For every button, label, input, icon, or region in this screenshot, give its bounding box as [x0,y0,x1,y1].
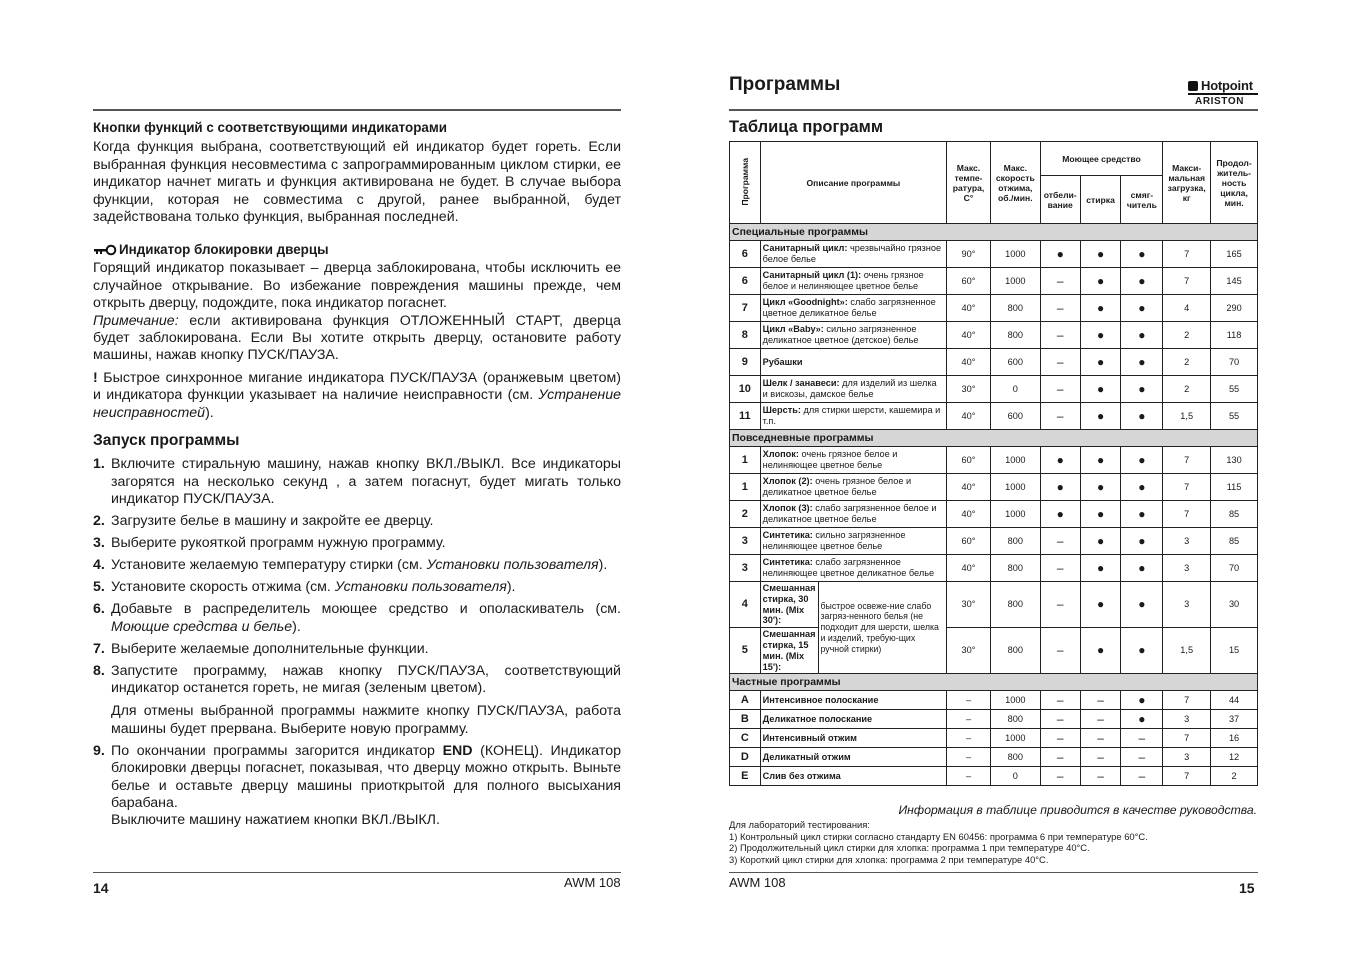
col-description: Описание программы [760,142,946,224]
table-row [730,748,1258,767]
row-temp: 60° [947,447,991,474]
row-softener: – [1121,748,1163,767]
row-temp: – [947,729,991,748]
row-wash: ● [1080,582,1121,628]
row-bleach: – [1040,528,1080,555]
row-speed: 800 [990,528,1040,555]
row-duration: 145 [1211,268,1258,295]
col-program: Программа [730,142,761,224]
section-special: Специальные программы [730,224,1258,241]
program-table [729,141,1258,786]
model-left: AWM 108 [564,875,621,890]
note-label: Примечание: [93,312,179,329]
row-bleach: – [1040,295,1080,322]
row-load: 7 [1163,474,1211,501]
row-wash: ● [1080,403,1121,430]
table-row [730,241,1258,268]
row-load: 7 [1163,268,1211,295]
model-right: AWM 108 [729,875,786,890]
row-program-number: 11 [730,403,761,430]
page-number-right: 15 [1239,880,1255,896]
row-wash: ● [1080,528,1121,555]
row-softener: ● [1121,376,1163,403]
door-lock-block: Индикатор блокировки дверцы Горящий индикатор показывает – дверца заблокирована, чтобы исключить ее случайное открывание. Во избежание повреждения машины прежде, чем открыть дверцу, подождите, пока индикатор погаснет. Примечание: если активирована функция ОТЛОЖЕННЫЙ СТАРТ, дверца будет заблокирована. Если Вы хотите открыть дверцу, остановите работу машины, нажав кнопку ПУСК/ПАУЗА. ! Быстрое синхронное мигание индикатора ПУСК/ПАУЗА (оранжевым цветом) и индикатора функции указывает на наличие неисправности (см. Устранение неисправностей). [93,242,621,421]
row-temp: 30° [947,628,991,674]
row-description: Санитарный цикл (1): очень грязное белое и нелиняющее цветное белье [760,268,946,295]
row-bleach: ● [1040,474,1080,501]
row-description: Интенсивный отжим [760,729,946,748]
row-temp: – [947,748,991,767]
row-description: Смешанная стирка, 15 мин. (Mix 15'): [760,628,818,674]
row-wash: – [1080,767,1121,786]
row-softener: ● [1121,628,1163,674]
key-icon [93,243,119,260]
row-duration: 2 [1211,767,1258,786]
row-speed: 1000 [990,447,1040,474]
row-temp: – [947,767,991,786]
row-load: 2 [1163,376,1211,403]
step-item: 4. Установите желаемую температуру стирки (см. Установки пользователя). [93,557,608,574]
row-program-number: 3 [730,528,761,555]
row-program-number: 5 [730,628,761,674]
hotpoint-logo: Hotpoint [1188,78,1253,93]
page-number-left: 14 [93,880,109,896]
row-load: 3 [1163,582,1211,628]
row-duration: 12 [1211,748,1258,767]
door-lock-heading: Индикатор блокировки дверцы [119,242,329,257]
row-duration: 70 [1211,349,1258,376]
row-program-number: 10 [730,376,761,403]
start-heading: Запуск программы [93,432,240,449]
row-description: Синтетика: слабо загрязненное нелиняющее цветное деликатное белье [760,555,946,582]
row-description: Санитарный цикл: чрезвычайно грязное белое белье [760,241,946,268]
row-program-number: E [730,767,761,786]
table-row [730,376,1258,403]
info-note: Информация в таблице приводится в качестве руководства. [898,803,1257,817]
row-description: Рубашки [760,349,946,376]
row-description: Интенсивное полоскание [760,691,946,710]
row-bleach: ● [1040,501,1080,528]
row-duration: 55 [1211,403,1258,430]
row-speed: 1000 [990,268,1040,295]
row-duration: 130 [1211,447,1258,474]
step-item: 6. Добавьте в распределитель моющее средство и ополаскиватель (см. Моющие средства и белье). [93,601,621,635]
page-title: Программы [729,74,841,95]
row-duration: 115 [1211,474,1258,501]
bottom-rule-left [93,872,621,873]
col-duration: Продол-житель-ность цикла, мин. [1211,142,1258,224]
row-speed: 1000 [990,729,1040,748]
row-description: Синтетика: сильно загрязненное нелиняющее цветное белье [760,528,946,555]
functions-block [93,119,621,226]
row-program-number: 6 [730,268,761,295]
door-lock-text: Горящий индикатор показывает – дверца заблокирована, чтобы исключить ее случайное открывание. Во избежание повреждения машины прежде, чем открыть дверцу, подождите, пока индикатор погаснет. [93,260,621,312]
row-load: 3 [1163,528,1211,555]
row-duration: 290 [1211,295,1258,322]
row-bleach: – [1040,691,1080,710]
row-description: Хлопок (2): очень грязное белое и деликатное цветное белье [760,474,946,501]
row-wash: ● [1080,474,1121,501]
table-row [730,403,1258,430]
row-softener: ● [1121,555,1163,582]
step-item: 9. По окончании программы загорится индикатор END (КОНЕЦ). Индикатор блокировки дверцы погаснет, показывая, что дверцу можно открыть. Выньте белье и оставьте дверцу машины приоткрытой для полного высыхания барабана. Выключите машину нажатием кнопки ВКЛ./ВЫКЛ. [93,742,621,829]
row-softener: ● [1121,528,1163,555]
table-row [730,582,1258,628]
row-softener: ● [1121,582,1163,628]
table-row [730,710,1258,729]
lab-notes [729,819,1148,865]
section-partial: Частные программы [730,674,1258,691]
table-row [730,447,1258,474]
cancel-note: Для отмены выбранной программы нажмите кнопку ПУСК/ПАУЗА, работа машины будет прервана. Выберите новую программу. [111,703,621,737]
row-wash: – [1080,748,1121,767]
row-wash: ● [1080,268,1121,295]
lab-line: 3) Короткий цикл стирки для хлопка: программа 2 при температуре 40°C. [729,853,1049,865]
row-wash: – [1080,710,1121,729]
row-program-number: C [730,729,761,748]
row-wash: ● [1080,349,1121,376]
row-duration: 165 [1211,241,1258,268]
warning-mark: ! [93,369,98,386]
row-duration: 30 [1211,582,1258,628]
row-speed: 800 [990,555,1040,582]
col-bleach: отбели-вание [1040,176,1080,224]
row-bleach: – [1040,403,1080,430]
step-item: 5. Установите скорость отжима (см. Установки пользователя). [93,579,516,596]
col-softener: смяг-читель [1121,176,1163,224]
row-temp: – [947,691,991,710]
row-wash: ● [1080,501,1121,528]
row-wash: ● [1080,555,1121,582]
row-wash: ● [1080,447,1121,474]
row-speed: 800 [990,748,1040,767]
row-program-number: 6 [730,241,761,268]
row-program-number: A [730,691,761,710]
row-temp: 30° [947,376,991,403]
row-softener: – [1121,767,1163,786]
functions-text: Когда функция выбрана, соответствующий ей индикатор будет гореть. Если выбранная функция несовместима с запрограммированным циклом стирки, ее индикатор начнет мигать и функция активирована не будет. В случае выбора функции, которая не совместима с другой, ранее выбранной, будет задействована только функция, выбранная последней. [93,139,621,226]
step-item: 3. Выберите рукояткой программ нужную программу. [93,535,446,552]
top-rule-left [93,109,621,111]
table-row [730,767,1258,786]
row-program-number: B [730,710,761,729]
warning-ref: Устранение неисправностей [93,387,621,421]
row-wash: ● [1080,295,1121,322]
row-load: 4 [1163,295,1211,322]
section-daily: Повседневные программы [730,430,1258,447]
row-bleach: – [1040,729,1080,748]
col-wash: стирка [1080,176,1121,224]
step-item: 2. Загрузите белье в машину и закройте ее дверцу. [93,513,434,530]
row-load: 2 [1163,322,1211,349]
row-program-number: 8 [730,322,761,349]
row-bleach: – [1040,322,1080,349]
row-wash: ● [1080,628,1121,674]
row-description: Слив без отжима [760,767,946,786]
row-duration: 44 [1211,691,1258,710]
row-program-number: 1 [730,447,761,474]
row-wash: ● [1080,376,1121,403]
table-row [730,349,1258,376]
row-description: Деликатное полоскание [760,710,946,729]
table-row [730,528,1258,555]
start-program-block [93,432,621,834]
row-duration: 85 [1211,501,1258,528]
row-bleach: – [1040,767,1080,786]
col-max-temp: Макс. темпе-ратура, С° [947,142,991,224]
row-softener: ● [1121,710,1163,729]
row-bleach: – [1040,628,1080,674]
logo-mark-icon [1188,81,1198,91]
row-temp: 40° [947,474,991,501]
lab-line: 1) Контрольный цикл стирки согласно стандарту EN 60456: программа 6 при температуре 60°C. [729,830,1148,842]
row-softener: ● [1121,322,1163,349]
row-bleach: – [1040,710,1080,729]
row-description: Хлопок: очень грязное белое и нелиняющее цветное белье [760,447,946,474]
row-temp: 60° [947,528,991,555]
row-speed: 800 [990,295,1040,322]
row-wash: ● [1080,241,1121,268]
row-bleach: – [1040,268,1080,295]
table-row [730,322,1258,349]
top-rule-right [729,109,1258,111]
row-speed: 800 [990,322,1040,349]
row-speed: 1000 [990,474,1040,501]
row-duration: 16 [1211,729,1258,748]
row-duration: 85 [1211,528,1258,555]
table-row [730,501,1258,528]
row-program-number: 4 [730,582,761,628]
row-load: 1,5 [1163,403,1211,430]
row-bleach: ● [1040,447,1080,474]
row-softener: – [1121,729,1163,748]
row-softener: ● [1121,295,1163,322]
col-detergent: Моющее средство [1040,142,1163,176]
row-temp: 40° [947,555,991,582]
row-load: 7 [1163,447,1211,474]
row-speed: 800 [990,582,1040,628]
ariston-logo: ARISTON [1195,96,1245,107]
functions-heading: Кнопки функций с соответствующими индикаторами [93,120,447,135]
row-description: Шерсть: для стирки шерсти, кашемира и т.п. [760,403,946,430]
row-bleach: – [1040,748,1080,767]
steps-list [93,456,621,829]
row-duration: 15 [1211,628,1258,674]
mix-note: быстрое освеже-ние слабо загряз-ненного белья (не подходит для шерсти, шелка и изделий, требую-щих ручной стирки) [818,582,947,674]
row-softener: ● [1121,349,1163,376]
bottom-rule-right [729,872,1258,873]
row-load: 7 [1163,767,1211,786]
row-softener: ● [1121,447,1163,474]
row-wash: ● [1080,322,1121,349]
row-duration: 55 [1211,376,1258,403]
row-load: 7 [1163,241,1211,268]
row-program-number: 9 [730,349,761,376]
table-row [730,474,1258,501]
row-temp: 60° [947,268,991,295]
row-description: Смешанная стирка, 30 мин. (Mix 30'): [760,582,818,628]
row-description: Цикл «Baby»: сильно загрязненное деликатное цветное (детское) белье [760,322,946,349]
row-speed: 1000 [990,241,1040,268]
row-speed: 600 [990,349,1040,376]
row-softener: ● [1121,403,1163,430]
row-duration: 70 [1211,555,1258,582]
row-load: 7 [1163,729,1211,748]
table-row [730,628,1258,674]
row-temp: 40° [947,295,991,322]
table-row [730,729,1258,748]
row-program-number: 1 [730,474,761,501]
row-softener: ● [1121,474,1163,501]
row-temp: 40° [947,349,991,376]
row-temp: 30° [947,582,991,628]
row-duration: 37 [1211,710,1258,729]
row-load: 3 [1163,555,1211,582]
row-speed: 1000 [990,691,1040,710]
table-row [730,295,1258,322]
row-softener: ● [1121,241,1163,268]
row-description: Деликатный отжим [760,748,946,767]
row-bleach: – [1040,582,1080,628]
col-max-speed: Макс. скорость отжима, об./мин. [990,142,1040,224]
logo-rule [1188,93,1258,95]
step-item: 1. Включите стиральную машину, нажав кнопку ВКЛ./ВЫКЛ. Все индикаторы загорятся на несколько секунд , а затем погаснут, будет мигать только индикатор ПУСК/ПАУЗА. [93,456,621,508]
row-speed: 0 [990,376,1040,403]
row-bleach: – [1040,349,1080,376]
row-temp: 40° [947,322,991,349]
row-speed: 800 [990,710,1040,729]
row-temp: – [947,710,991,729]
row-speed: 800 [990,628,1040,674]
row-load: 7 [1163,501,1211,528]
note-text: если активирована функция ОТЛОЖЕННЫЙ СТАРТ, дверца будет заблокирована. Если Вы хотите открыть дверцу, остановите работу машины, нажав кнопку ПУСК/ПАУЗА. [93,312,621,364]
row-softener: ● [1121,501,1163,528]
row-program-number: 2 [730,501,761,528]
row-temp: 40° [947,403,991,430]
table-title: Таблица программ [729,118,884,136]
row-bleach: – [1040,555,1080,582]
row-load: 2 [1163,349,1211,376]
row-bleach: – [1040,376,1080,403]
row-program-number: 7 [730,295,761,322]
row-softener: ● [1121,268,1163,295]
row-wash: – [1080,729,1121,748]
table-row [730,555,1258,582]
step-item: 8. Запустите программу, нажав кнопку ПУСК/ПАУЗА, соответствующий индикатор останется гореть, не мигая (зеленым цветом). [93,662,621,697]
lab-line: Для лабораторий тестирования: [729,819,870,830]
row-softener: ● [1121,691,1163,710]
row-temp: 40° [947,501,991,528]
table-row [730,268,1258,295]
step-item: 7. Выберите желаемые дополнительные функции. [93,640,429,657]
row-speed: 0 [990,767,1040,786]
row-duration: 118 [1211,322,1258,349]
row-load: 1,5 [1163,628,1211,674]
row-speed: 600 [990,403,1040,430]
row-bleach: ● [1040,241,1080,268]
row-load: 7 [1163,691,1211,710]
table-row [730,691,1258,710]
row-load: 3 [1163,748,1211,767]
row-program-number: 3 [730,555,761,582]
lab-line: 2) Продолжительный цикл стирки для хлопка: программа 1 при температуре 40°C. [729,842,1090,854]
row-description: Цикл «Goodnight»: слабо загрязненное цветное деликатное белье [760,295,946,322]
row-speed: 1000 [990,501,1040,528]
row-description: Хлопок (3): слабо загрязненное белое и деликатное цветное белье [760,501,946,528]
row-load: 3 [1163,710,1211,729]
row-wash: – [1080,691,1121,710]
warning-text: Быстрое синхронное мигание индикатора ПУСК/ПАУЗА (оранжевым цветом) и индикатора функции указывает на наличие неисправности (см. [93,369,621,404]
col-max-load: Макси-мальная загрузка, кг [1163,142,1211,224]
row-program-number: D [730,748,761,767]
row-temp: 90° [947,241,991,268]
row-description: Шелк / занавеси: для изделий из шелка и вискозы, дамское белье [760,376,946,403]
